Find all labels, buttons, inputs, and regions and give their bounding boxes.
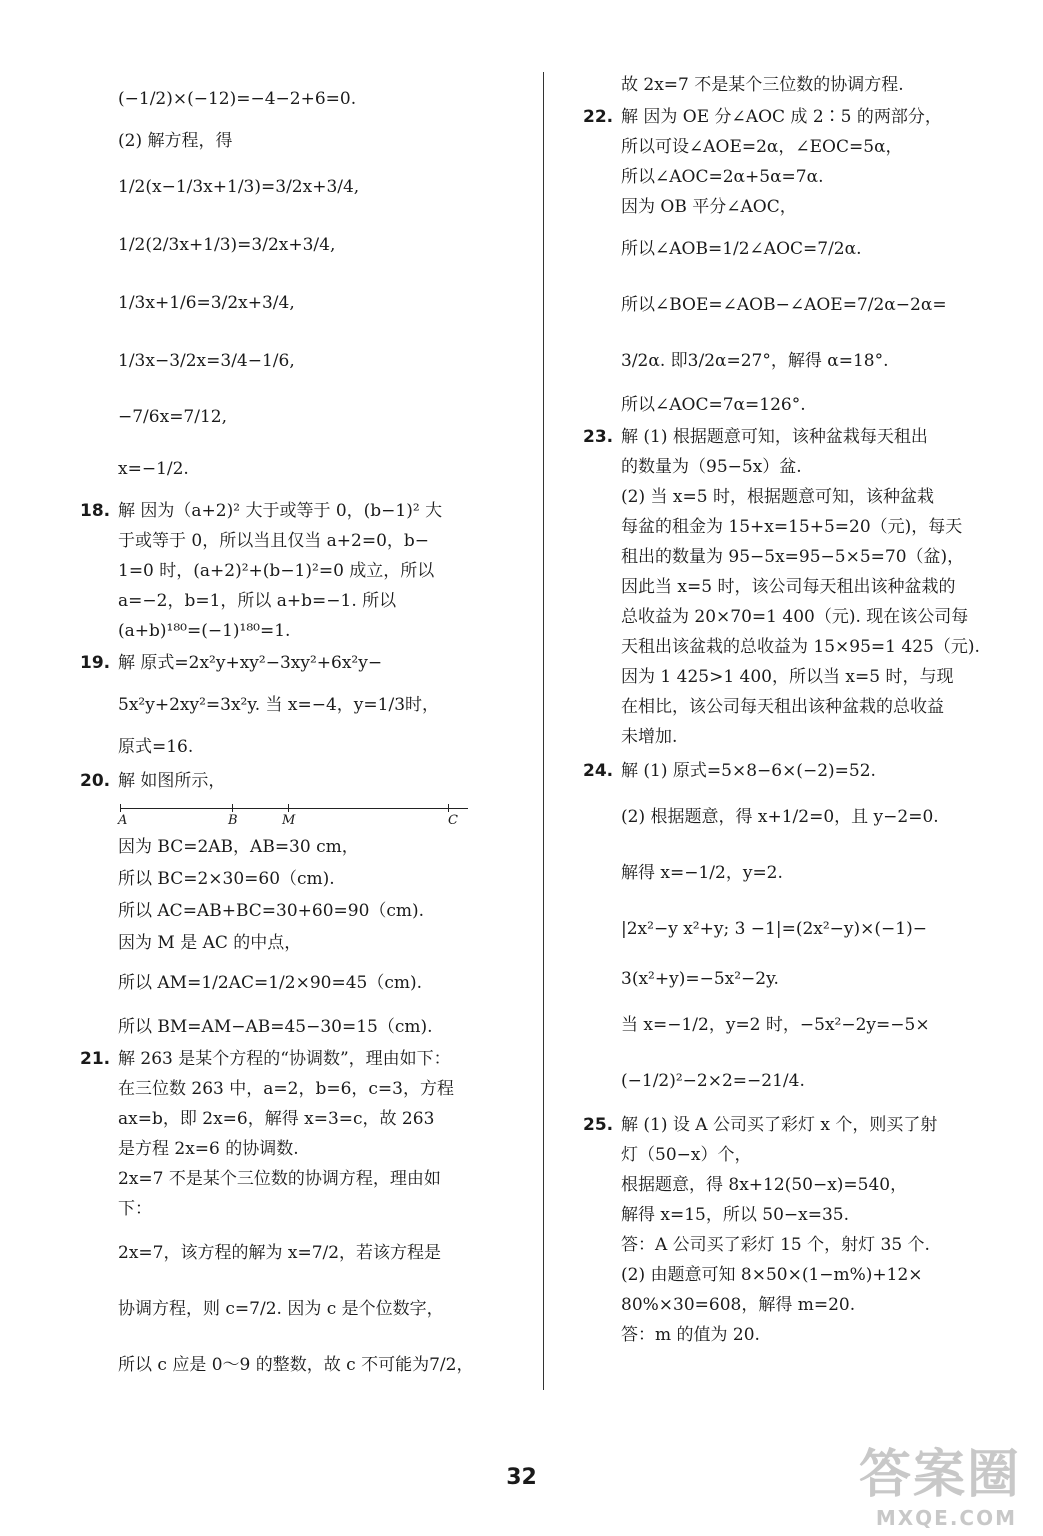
text-line: 租出的数量为 95−5x=95−5×5=70（盆)， (621, 547, 965, 567)
problem-number: 25. (583, 1115, 614, 1135)
text-line: 在三位数 263 中，a=2，b=6，c=3，方程 (118, 1079, 454, 1099)
text-line: 所以 BC=2×30=60（cm). (118, 869, 335, 889)
text-line: 1=0 时，(a+2)²+(b−1)²=0 成立，所以 (118, 561, 435, 581)
text-line: 所以 AC=AB+BC=30+60=90（cm). (118, 901, 425, 921)
text-line: 所以 AM=1/2AC=1/2×90=45（cm). (118, 973, 423, 993)
text-line: (2) 当 x=5 时，根据题意可知，该种盆栽 (621, 487, 934, 507)
text-line: 下： (118, 1199, 152, 1219)
text-line: 因为 M 是 AC 的中点， (118, 933, 302, 953)
text-line: 5x²y+2xy²=3x²y. 当 x=−4，y=1/3时， (118, 695, 440, 715)
text-line: 协调方程，则 c=7/2. 因为 c 是个位数字， (118, 1299, 444, 1319)
text-line: 解 因为（a+2)² 大于或等于 0，(b−1)² 大 (118, 501, 443, 521)
text-line: 灯（50−x）个， (621, 1145, 752, 1165)
text-line: 解 因为 OE 分∠AOC 成 2∶5 的两部分， (621, 107, 942, 127)
watermark (858, 1432, 1021, 1530)
text-line: 当 x=−1/2，y=2 时，−5x²−2y=−5× (621, 1015, 930, 1035)
point-tick (120, 804, 121, 812)
text-line: 解 如图所示， (118, 771, 226, 791)
text-line: 答：A 公司买了彩灯 15 个，射灯 35 个. (621, 1235, 930, 1255)
text-line: |2x²−y x²+y; 3 −1|=(2x²−y)×(−1)− (621, 919, 927, 939)
point-tick (448, 804, 449, 812)
text-line: 根据题意，得 8x+12(50−x)=540， (621, 1175, 908, 1195)
problem-number: 18. (80, 501, 111, 521)
text-line: 2x=7 不是某个三位数的协调方程，理由如 (118, 1169, 441, 1189)
text-line: 所以∠AOC=2α+5α=7α. (621, 167, 824, 187)
text-line: 80%×30=608，解得 m=20. (621, 1295, 856, 1315)
text-line: 因此当 x=5 时，该公司每天租出该种盆栽的 (621, 577, 956, 597)
point-label: A (118, 813, 128, 828)
text-line: 解 (1) 设 A 公司买了彩灯 x 个，则买了射 (621, 1115, 938, 1135)
text-line: 解 263 是某个方程的“协调数”，理由如下： (118, 1049, 451, 1069)
text-line: 的数量为（95−5x）盆. (621, 457, 802, 477)
text-line: 所以可设∠AOE=2α，∠EOC=5α， (621, 137, 903, 157)
text-line: 所以 BM=AM−AB=45−30=15（cm). (118, 1017, 433, 1037)
text-line: 3(x²+y)=−5x²−2y. (621, 969, 779, 989)
text-line: 因为 BC=2AB，AB=30 cm， (118, 837, 359, 857)
text-line: 每盆的租金为 15+x=15+5=20（元)，每天 (621, 517, 963, 537)
text-line: 1/3x−3/2x=3/4−1/6, (118, 351, 295, 371)
problem-number: 24. (583, 761, 614, 781)
text-line: 解 (1) 根据题意可知，该种盆栽每天租出 (621, 427, 928, 447)
text-line: 答：m 的值为 20. (621, 1325, 760, 1345)
text-line: a=−2，b=1，所以 a+b=−1. 所以 (118, 591, 397, 611)
text-line: 故 2x=7 不是某个三位数的协调方程. (621, 75, 904, 95)
text-line: 3/2α. 即3/2α=27°，解得 α=18°. (621, 351, 889, 371)
page-number: 32 (506, 1465, 537, 1490)
watermark-url: MXQE.COM (875, 1506, 1017, 1530)
text-line: x=−1/2. (118, 459, 189, 479)
text-line: 天租出该盆栽的总收益为 15×95=1 425（元). (621, 637, 980, 657)
text-line: 所以∠AOB=1/2∠AOC=7/2α. (621, 239, 862, 259)
text-line: 解 (1) 原式=5×8−6×(−2)=52. (621, 761, 876, 781)
text-line: (2) 根据题意，得 x+1/2=0，且 y−2=0. (621, 807, 939, 827)
text-line: 在相比，该公司每天租出该种盆栽的总收益 (621, 697, 944, 717)
text-line: (2) 解方程，得 (118, 131, 233, 151)
point-label: C (448, 813, 458, 828)
text-line: ax=b，即 2x=6，解得 x=3=c，故 263 (118, 1109, 435, 1129)
text-line: 总收益为 20×70=1 400（元). 现在该公司每 (621, 607, 969, 627)
text-line: 因为 OB 平分∠AOC， (621, 197, 797, 217)
column-divider (543, 72, 544, 1390)
text-line: (−1/2)²−2×2=−21/4. (621, 1071, 805, 1091)
text-line: 所以∠BOE=∠AOB−∠AOE=7/2α−2α= (621, 295, 947, 315)
point-label: B (228, 813, 238, 828)
problem-number: 19. (80, 653, 111, 673)
text-line: 1/3x+1/6=3/2x+3/4, (118, 293, 295, 313)
problem-number: 21. (80, 1049, 111, 1069)
text-line: 所以 c 应是 0～9 的整数，故 c 不可能为7/2， (118, 1355, 474, 1375)
text-line: 1/2(x−1/3x+1/3)=3/2x+3/4, (118, 177, 360, 197)
text-line: 未增加. (621, 727, 678, 747)
text-line: 是方程 2x=6 的协调数. (118, 1139, 299, 1159)
segment-figure (118, 800, 468, 830)
point-tick (288, 804, 289, 812)
watermark-logo: 答案圈 (858, 1445, 1021, 1505)
text-line: 因为 1 425>1 400，所以当 x=5 时，与现 (621, 667, 954, 687)
point-tick (232, 804, 233, 812)
text-line: (2) 由题意可知 8×50×(1−m%)+12× (621, 1265, 923, 1285)
text-line: 2x=7，该方程的解为 x=7/2，若该方程是 (118, 1243, 442, 1263)
segment-line (120, 808, 468, 809)
problem-number: 23. (583, 427, 614, 447)
text-line: 解得 x=15，所以 50−x=35. (621, 1205, 850, 1225)
text-line: 解得 x=−1/2，y=2. (621, 863, 783, 883)
point-label: M (282, 813, 296, 828)
text-line: 于或等于 0，所以当且仅当 a+2=0，b− (118, 531, 430, 551)
text-line: (−1/2)×(−12)=−4−2+6=0. (118, 89, 357, 109)
text-line: 原式=16. (118, 737, 194, 757)
problem-number: 20. (80, 771, 111, 791)
text-line: 1/2(2/3x+1/3)=3/2x+3/4, (118, 235, 336, 255)
problem-number: 22. (583, 107, 614, 127)
text-line: 解 原式=2x²y+xy²−3xy²+6x²y− (118, 653, 383, 673)
text-line: (a+b)¹⁸⁰=(−1)¹⁸⁰=1. (118, 621, 291, 641)
text-line: 所以∠AOC=7α=126°. (621, 395, 806, 415)
text-line: −7/6x=7/12, (118, 407, 228, 427)
